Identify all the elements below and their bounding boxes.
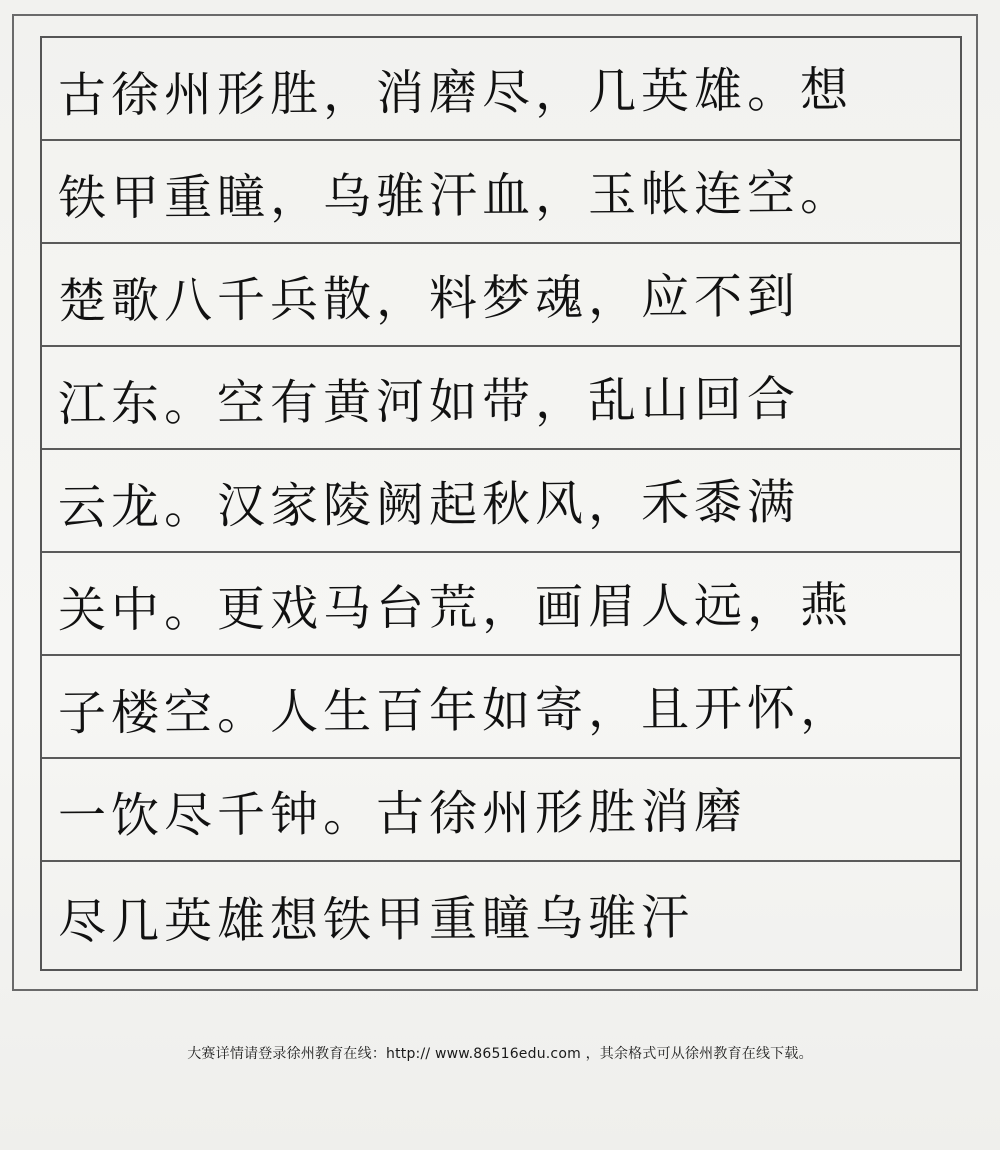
writing-line xyxy=(42,450,960,553)
writing-line xyxy=(42,347,960,450)
writing-line xyxy=(42,38,960,141)
line-text: 尽几英雄想铁甲重瞳乌骓汗 xyxy=(57,889,695,951)
line-text: 云龙。汉家陵阙起秋风，禾黍满 xyxy=(57,474,801,536)
writing-line xyxy=(42,244,960,347)
line-text: 楚歌八千兵散，料梦魂，应不到 xyxy=(57,268,801,330)
writing-line xyxy=(42,141,960,244)
line-text: 古徐州形胜，消磨尽，几英雄。想 xyxy=(57,62,854,124)
footer-note: 大赛详情请登录徐州教育在线：http:// www.86516edu.com ，其余格式可从徐州教育在线下载。 xyxy=(187,1046,813,1062)
line-text: 一饮尽千钟。古徐州形胜消磨 xyxy=(57,783,748,845)
writing-grid xyxy=(40,36,962,971)
line-text: 江东。空有黄河如带，乱山回合 xyxy=(57,371,801,433)
line-text: 子楼空。人生百年如寄，且开怀， xyxy=(57,680,854,742)
writing-line xyxy=(42,759,960,862)
writing-line xyxy=(42,553,960,656)
writing-line xyxy=(42,862,960,969)
line-text: 关中。更戏马台荒，画眉人远，燕 xyxy=(57,577,854,639)
line-text: 铁甲重瞳，乌骓汗血，玉帐连空。 xyxy=(57,165,854,227)
writing-line xyxy=(42,656,960,759)
